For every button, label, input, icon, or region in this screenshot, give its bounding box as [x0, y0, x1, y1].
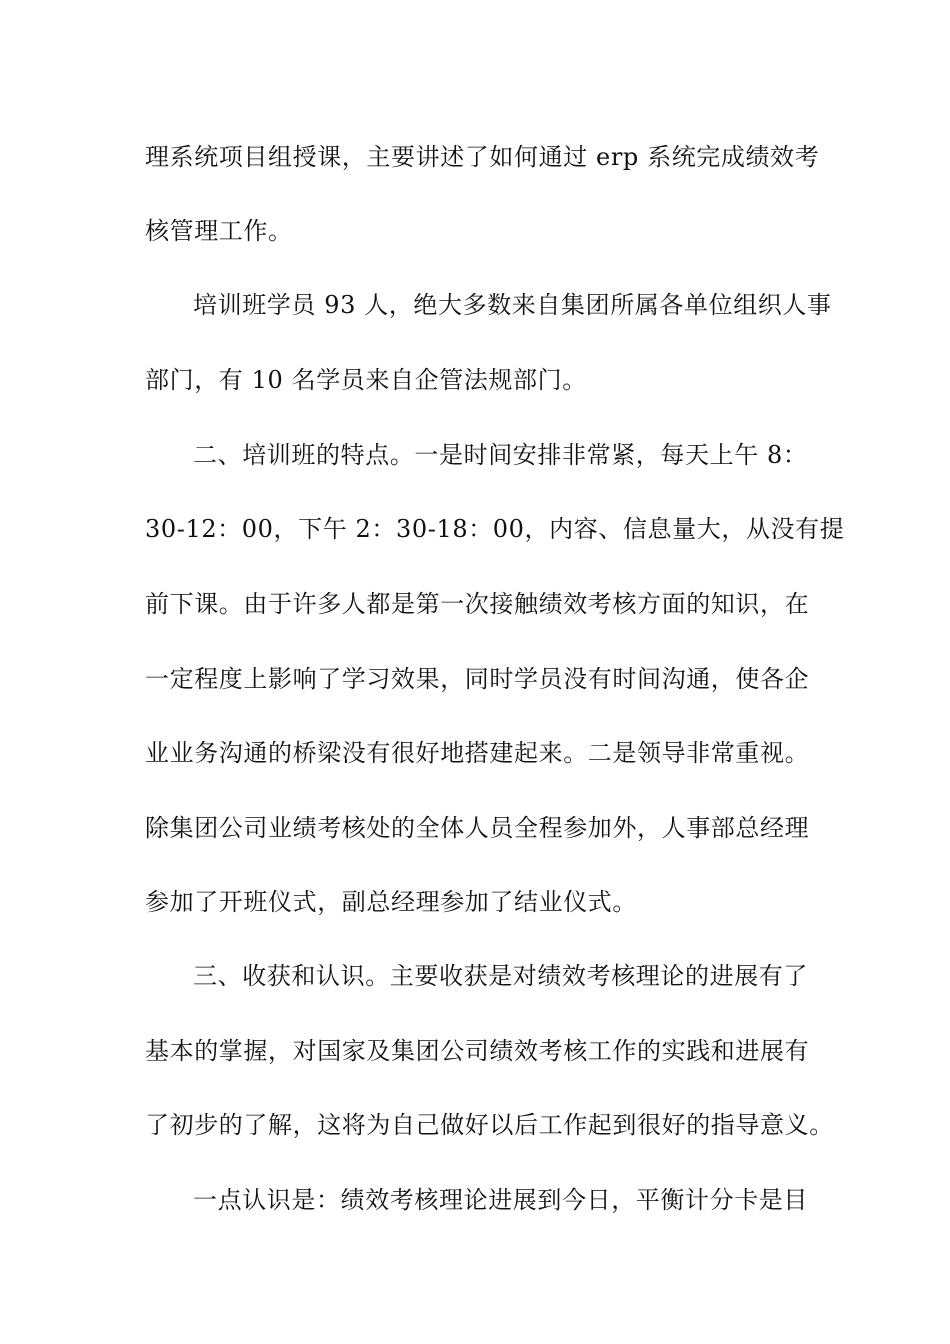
text-line: 理系统项目组授课，主要讲述了如何通过 erp 系统完成绩效考	[145, 143, 820, 171]
section-heading-line: 二、培训班的特点。一是时间安排非常紧，每天上午 8：	[193, 441, 808, 469]
text-line: 了初步的了解，这将为自己做好以后工作起到很好的指导意义。	[145, 1111, 834, 1139]
text-line: 除集团公司业绩考核处的全体人员全程参加外，人事部总经理	[145, 814, 810, 842]
text-line: 30-12：00，下午 2：30-18：00，内容、信息量大，从没有提	[145, 515, 845, 543]
text-line: 前下课。由于许多人都是第一次接触绩效考核方面的知识，在	[145, 590, 810, 618]
text-line: 基本的掌握，对国家及集团公司绩效考核工作的实践和进展有	[145, 1037, 810, 1065]
text-line: 部门，有 10 名学员来自企管法规部门。	[145, 366, 587, 394]
paragraph-start-line: 一点认识是：绩效考核理论进展到今日，平衡计分卡是目	[193, 1186, 808, 1214]
text-line: 业业务沟通的桥梁没有很好地搭建起来。二是领导非常重视。	[145, 739, 810, 767]
text-line: 参加了开班仪式，副总经理参加了结业仪式。	[145, 888, 637, 916]
paragraph-start-line: 培训班学员 93 人，绝大多数来自集团所属各单位组织人事	[193, 291, 832, 319]
section-heading-line: 三、收获和认识。主要收获是对绩效考核理论的进展有了	[193, 962, 808, 990]
text-line: 一定程度上影响了学习效果，同时学员没有时间沟通，使各企	[145, 665, 810, 693]
text-line: 核管理工作。	[145, 217, 293, 245]
